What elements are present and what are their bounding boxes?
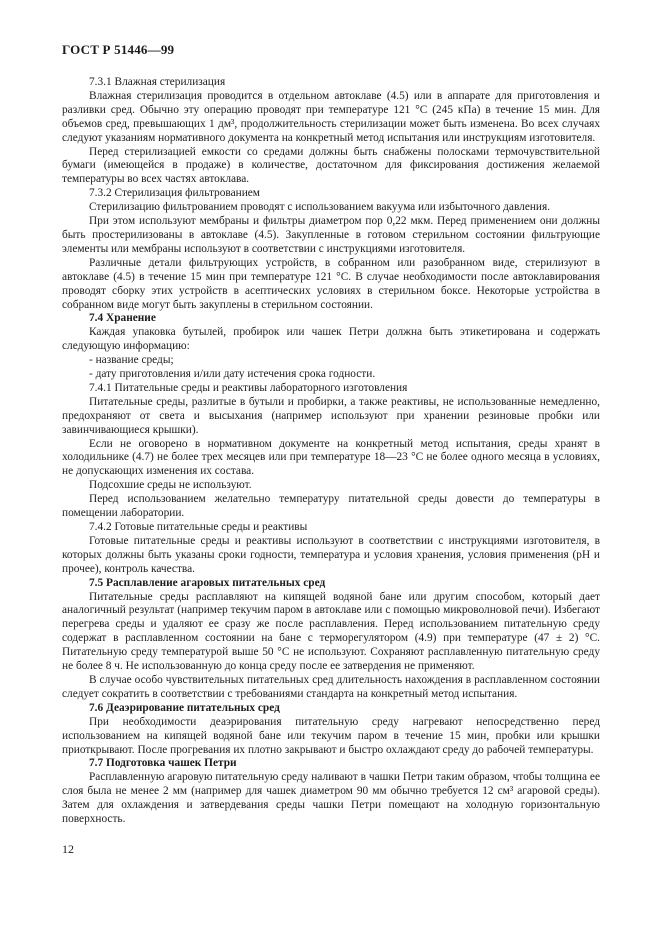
subsection-heading-7-3-2: 7.3.2 Стерилизация фильтрованием [89,187,260,200]
subsection-heading-7-4-1: 7.4.1 Питательные среды и реактивы лабораторного изготовления [89,381,408,394]
page-body [62,76,600,827]
paragraph: Каждая упаковка бутылей, пробирок или чашек Петри должна быть этикетирована и содержать следующую информацию: [62,326,600,353]
paragraph: Питательные среды расплавляют на кипящей водяной бане или другим способом, который дает аналогичный результат (например текучим паром в автоклаве или с помощью микроволновой печи). Избегают перегрева среды и удаляют ее сразу же после расплавления. Перед использованием питательную среду содержат в расплавленном состоянии на бане с терморегулятором (4.9) при температуре (47 ± 2) °С. Питательную среду температурой выше 50 °С не используют. Сохраняют расплавленную питательную среду не более 8 ч. Не использованную до конца среду после ее затвердения не применяют. [62,590,600,673]
page-number: 12 [62,842,74,856]
paragraph: Подсохшие среды не используют. [89,479,252,492]
paragraph: Стерилизацию фильтрованием проводят с использованием вакуума или избыточного давления. [89,201,551,214]
list-item: - название среды; [89,354,174,367]
paragraph: При необходимости деаэрирования питательную среду нагревают непосредственно перед использованием на кипящей водяной бане или текучим паром в течение 15 мин, пробки или крышки приоткрывают. После прогревания их плотно закрывают и быстро охлаждают среду до рабочей температуры. [62,715,600,756]
paragraph: Различные детали фильтрующих устройств, в собранном или разобранном виде, стерилизуют в автоклаве (4.5) в течение 15 мин при температуре 121 °С. В случае необходимости после автоклавирования проводят сборку этих устройств в асептических условиях в стерильном боксе. Некоторые устройства в собранном виде могут быть закуплены в стерильном состоянии. [62,256,600,311]
section-heading-7-4: 7.4 Хранение [89,312,156,325]
paragraph: Перед использованием желательно температуру питательной среды довести до температуры в помещении лаборатории. [62,493,600,520]
paragraph: При этом используют мембраны и фильтры диаметром пор 0,22 мкм. Перед применением они должны быть простерилизованы в автоклаве (4.5). Закупленные в готовом стерильном состоянии фильтрующие элементы или мембраны используют в соответствии с инструкциями изготовителя. [62,215,600,255]
subsection-heading-7-3-1: 7.3.1 Влажная стерилизация [89,76,226,88]
paragraph: Готовые питательные среды и реактивы используют в соответствии с инструкциями изготовителя, в которых должны быть указаны сроки годности, температура и условия хранения, условия применения (рН и прочее), контроль качества. [62,534,600,575]
section-heading-7-5: 7.5 Расплавление агаровых питательных сред [89,576,326,589]
paragraph: В случае особо чувствительных питательных сред длительность нахождения в расплавленном состоянии следует сократить в соответствии с требованиями стандарта на конкретный метод испытания. [62,673,600,700]
paragraph: Перед стерилизацией емкости со средами должны быть снабжены полосками термочувствительной бумаги (имеющейся в продаже) в количестве, достаточном для фиксирования достижения желаемой температуры во всех частях автоклава. [62,145,600,186]
document-header: ГОСТ Р 51446—99 [62,42,175,57]
paragraph: Расплавленную агаровую питательную среду наливают в чашки Петри таким образом, чтобы толщина ее слоя была не менее 2 мм (например для чашек диаметром 90 мм обычно требуется 12 см³ агаровой среды). Затем для охлаждения и затвердевания среды чашки Петри помещают на холодную горизонтальную поверхность. [62,771,600,826]
section-heading-7-7: 7.7 Подготовка чашек Петри [89,757,237,770]
paragraph: Питательные среды, разлитые в бутыли и пробирки, а также реактивы, не использованные немедленно, предохраняют от света и высыхания (например используют при хранении резиновые пробки или завинчивающиеся крышки). [62,395,600,436]
paragraph: Если не оговорено в нормативном документе на конкретный метод испытания, среды хранят в холодильнике (4.7) не более трех месяцев или при температуре 18—23 °С не более одного месяца в условиях, не допускающих изменения их состава. [62,437,600,478]
paragraph: Влажная стерилизация проводится в отдельном автоклаве (4.5) или в аппарате для приготовления и разливки сред. Обычно эту операцию проводят при температуре 121 °С (245 кПа) в течение 15 мин. Для объемов сред, превышающих 1 дм³, продолжительность стерилизации может быть изменена. Во всех случаях следуют указаниям нормативного документа на конкретный метод испытания или инструкциям изготовителя. [62,89,600,144]
list-item: - дату приготовления и/или дату истечения срока годности. [89,368,376,381]
subsection-heading-7-4-2: 7.4.2 Готовые питательные среды и реактивы [89,521,308,533]
section-heading-7-6: 7.6 Деаэрирование питательных сред [89,701,280,714]
